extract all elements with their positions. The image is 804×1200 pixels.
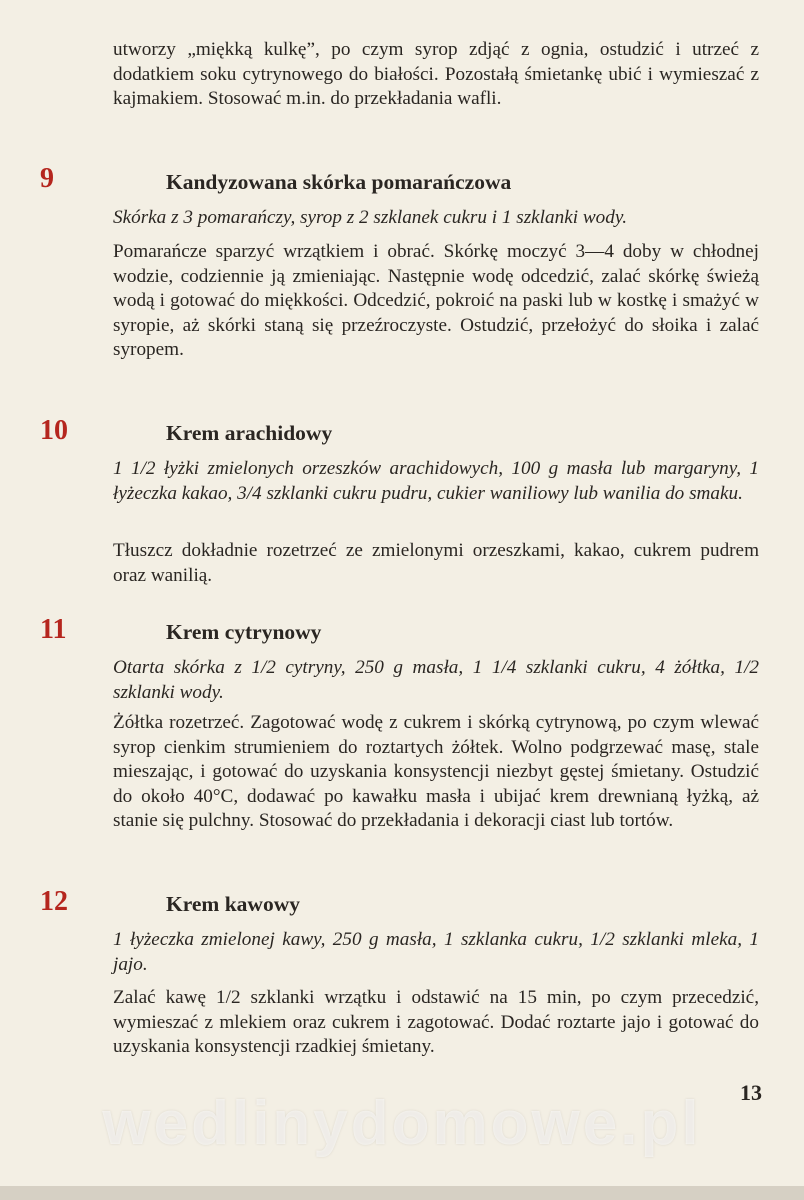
recipe-ingredients: 1 łyżeczka zmielonej kawy, 250 g masła, 1 szklanka cukru, 1/2 szklanki mleka, 1 jajo. xyxy=(113,929,759,975)
recipe-ingredients: Otarta skórka z 1/2 cytryny, 250 g masła, 1 1/4 szklanki cukru, 4 żółtka, 1/2 szklanki wody. xyxy=(113,657,759,703)
page-number: 13 xyxy=(740,1080,762,1105)
recipe-title: Krem cytrynowy xyxy=(166,620,322,644)
recipe-method: Tłuszcz dokładnie rozetrzeć ze zmielonymi orzeszkami, kakao, cukrem pudrem oraz wanilią. xyxy=(113,540,759,586)
recipe-number: 10 xyxy=(40,415,68,446)
recipe-number: 12 xyxy=(40,886,68,917)
recipe-method: Zalać kawę 1/2 szklanki wrzątku i odstawić na 15 min, po czym przecedzić, wymieszać z mlekiem oraz cukrem i zagotować. Dodać roztarte jajo i gotować do uzyskania konsystencji rzadkiej śmietany. xyxy=(113,987,759,1058)
recipe-title: Kandyzowana skórka pomarańczowa xyxy=(166,170,512,194)
recipe-ingredients: Skórka z 3 pomarańczy, syrop z 2 szklanek cukru i 1 szklanki wody. xyxy=(113,207,628,228)
recipe-number: 9 xyxy=(40,163,54,194)
page-edge xyxy=(0,1186,804,1200)
recipe-number: 11 xyxy=(40,614,67,645)
intro-paragraph: utworzy „miękką kulkę”, po czym syrop zdjąć z ognia, ostudzić i utrzeć z dodatkiem soku cytrynowego do białości. Pozostałą śmietankę ubić i wymieszać z kajmakiem. Stosować m.in. do przekładania wafli. xyxy=(113,39,759,110)
recipe-title: Krem kawowy xyxy=(166,892,300,916)
recipe-ingredients: 1 1/2 łyżki zmielonych orzeszków arachidowych, 100 g masła lub margaryny, 1 łyżeczka kakao, 3/4 szklanki cukru pudru, cukier waniliowy lub wanilia do smaku. xyxy=(113,458,759,504)
watermark: wedlinydomowe.pl xyxy=(102,1089,702,1158)
recipe-method: Żółtka rozetrzeć. Zagotować wodę z cukrem i skórką cytrynową, po czym wlewać syrop cienkim strumieniem do roztartych żółtek. Wolno podgrzewać masę, stale mieszając, i gotować do uzyskania konsystencji niezbyt gęstej śmietany. Ostudzić do około 40°C, dodawać po kawałku masła i ubijać krem drewnianą łyżką, aż stanie się pulchny. Stosować do przekładania i dekoracji ciast lub tortów. xyxy=(113,712,759,832)
recipe-title: Krem arachidowy xyxy=(166,421,333,445)
recipe-method: Pomarańcze sparzyć wrzątkiem i obrać. Skórkę moczyć 3—4 doby w chłodnej wodzie, codziennie ją zmieniając. Następnie wodę odcedzić, zalać skórkę świeżą wodą i gotować do miękkości. Odcedzić, pokroić na paski lub w kostkę i smażyć w syropie, aż skórki staną się przeźroczyste. Ostudzić, przełożyć do słoika i zalać syropem. xyxy=(113,241,759,361)
